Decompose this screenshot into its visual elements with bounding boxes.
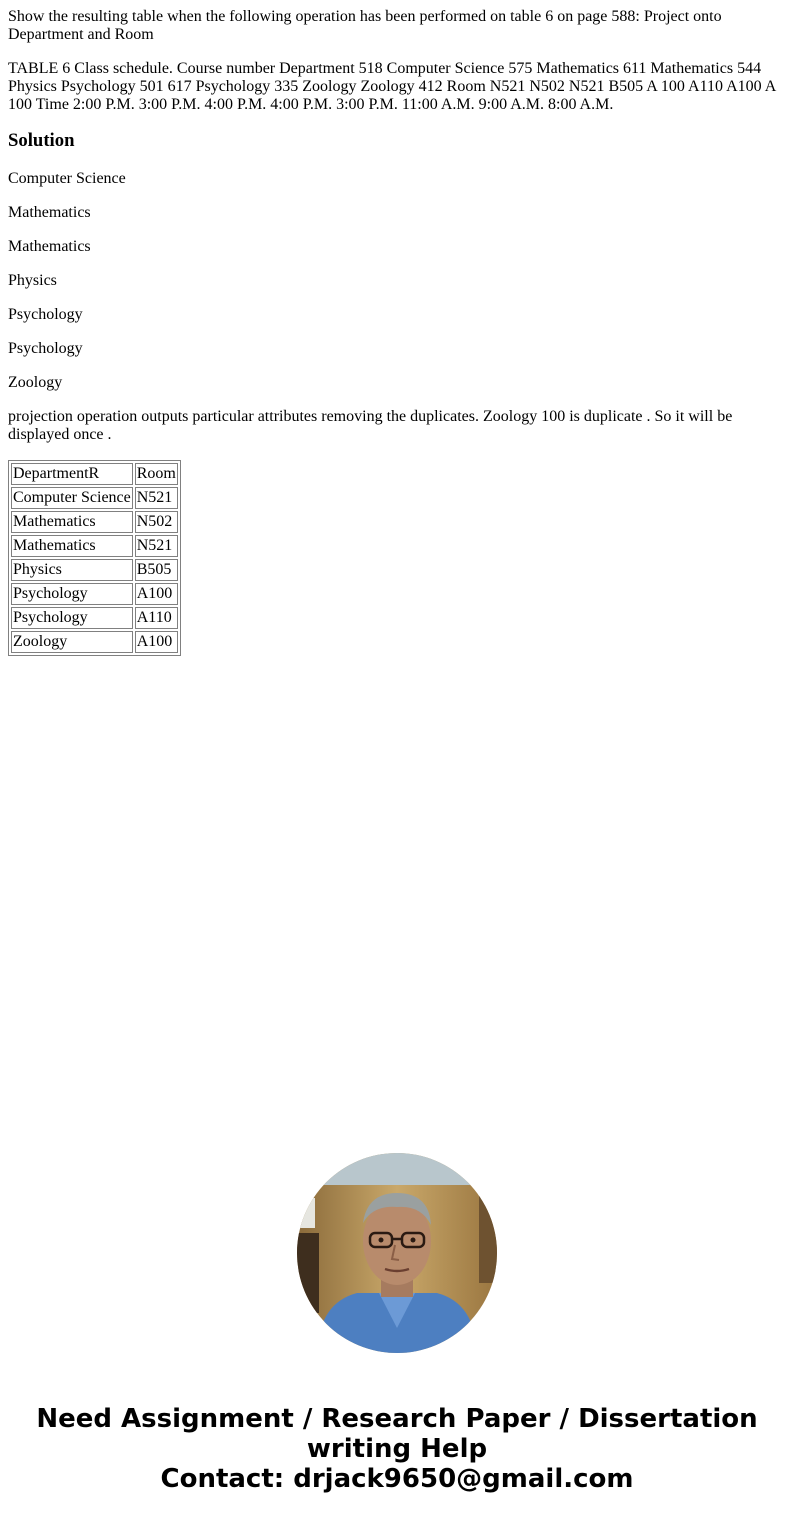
cell-department: Psychology	[11, 583, 133, 605]
banner-line: Need Assignment / Research Paper / Dissertation	[36, 1404, 758, 1434]
cell-room: A100	[135, 631, 178, 653]
department-item: Zoology	[8, 374, 63, 391]
department-list	[8, 170, 784, 392]
document-content	[8, 8, 784, 656]
cell-department: Mathematics	[11, 535, 133, 557]
cell-department: Mathematics	[11, 511, 133, 533]
header-department: DepartmentR	[11, 463, 133, 485]
cell-room: A100	[135, 583, 178, 605]
contact-email: Contact: drjack9650@gmail.com	[160, 1464, 634, 1494]
department-item: Psychology	[8, 340, 83, 357]
solution-heading: Solution	[8, 130, 75, 151]
cell-room: N521	[135, 535, 178, 557]
question-table-text: TABLE 6 Class schedule. Course number Department 518 Computer Science 575 Mathematics 611 Mathematics 544 Physics Psychology 501 617 Psychology 335 Zoology Zoology 412 Room N521 N502 N521 B505 A 100 A110 A100 A 100 Time 2:00 P.M. 3:00 P.M. 4:00 P.M. 4:00 P.M. 3:00 P.M. 11:00 A.M. 9:00 A.M. 8:00 A.M.	[8, 60, 776, 113]
cell-department: Psychology	[11, 607, 133, 629]
table-row	[11, 559, 178, 581]
table-row	[11, 631, 178, 653]
solution-explanation: projection operation outputs particular attributes removing the duplicates. Zoology 100 is duplicate . So it will be displayed once .	[8, 408, 733, 443]
cell-department: Zoology	[11, 631, 133, 653]
tutor-avatar	[297, 1153, 497, 1353]
department-item: Computer Science	[8, 170, 126, 187]
cell-room: N502	[135, 511, 178, 533]
cell-department: Computer Science	[11, 487, 133, 509]
cell-room: B505	[135, 559, 178, 581]
department-item: Physics	[8, 272, 57, 289]
department-item: Mathematics	[8, 238, 91, 255]
table-row	[11, 487, 178, 509]
cell-room: N521	[135, 487, 178, 509]
cell-department: Physics	[11, 559, 133, 581]
tutor-photo-icon	[297, 1153, 497, 1353]
table-row	[11, 607, 178, 629]
table-header-row	[11, 463, 178, 485]
cell-room: A110	[135, 607, 178, 629]
department-item: Mathematics	[8, 204, 91, 221]
question-prompt: Show the resulting table when the following operation has been performed on table 6 on page 588: Project onto Department and Room	[8, 8, 722, 43]
banner-line: writing Help	[306, 1434, 488, 1464]
result-table	[8, 460, 181, 656]
header-room: Room	[135, 463, 178, 485]
table-row	[11, 583, 178, 605]
table-row	[11, 535, 178, 557]
department-item: Psychology	[8, 306, 83, 323]
table-row	[11, 511, 178, 533]
contact-banner	[0, 1404, 794, 1494]
